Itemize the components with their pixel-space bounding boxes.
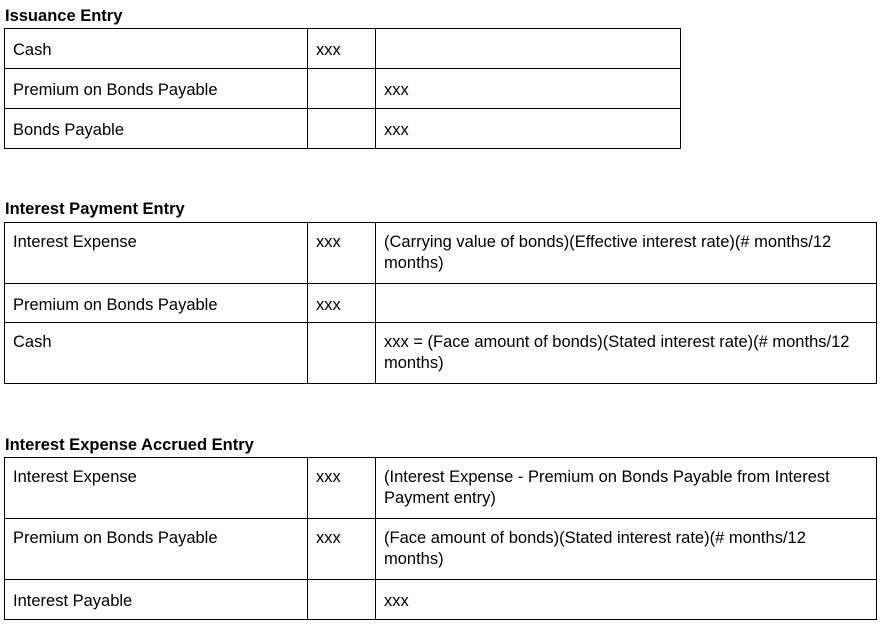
table-row xyxy=(5,458,877,519)
credit-cell: xxx = (Face amount of bonds)(Stated interest rate)(# months/12 months) xyxy=(376,323,877,384)
debit-cell xyxy=(308,580,376,620)
interest-payment-entry-title: Interest Payment Entry xyxy=(5,200,185,218)
interest-payment-entry-table xyxy=(4,222,877,384)
account-cell: Premium on Bonds Payable xyxy=(5,284,308,323)
table-row xyxy=(5,580,877,620)
debit-cell: xxx xyxy=(308,458,376,519)
credit-cell xyxy=(376,29,681,69)
table-row xyxy=(5,323,877,384)
table-row xyxy=(5,284,877,323)
debit-cell xyxy=(308,323,376,384)
credit-cell: xxx xyxy=(376,69,681,109)
table-row xyxy=(5,29,681,69)
credit-cell: (Interest Expense - Premium on Bonds Payable from Interest Payment entry) xyxy=(376,458,877,519)
debit-cell: xxx xyxy=(308,223,376,284)
debit-cell: xxx xyxy=(308,284,376,323)
table-row xyxy=(5,519,877,580)
issuance-entry-title: Issuance Entry xyxy=(5,7,123,25)
account-cell: Interest Payable xyxy=(5,580,308,620)
account-cell: Bonds Payable xyxy=(5,109,308,149)
credit-cell xyxy=(376,284,877,323)
issuance-entry-table xyxy=(4,28,681,149)
interest-expense-accrued-entry-table xyxy=(4,457,877,620)
debit-cell: xxx xyxy=(308,29,376,69)
table-row xyxy=(5,69,681,109)
table-row xyxy=(5,223,877,284)
credit-cell: xxx xyxy=(376,109,681,149)
account-cell: Premium on Bonds Payable xyxy=(5,519,308,580)
interest-expense-accrued-entry-title: Interest Expense Accrued Entry xyxy=(5,436,254,454)
table-row xyxy=(5,109,681,149)
credit-cell: (Carrying value of bonds)(Effective interest rate)(# months/12 months) xyxy=(376,223,877,284)
debit-cell xyxy=(308,69,376,109)
debit-cell xyxy=(308,109,376,149)
account-cell: Cash xyxy=(5,323,308,384)
account-cell: Interest Expense xyxy=(5,458,308,519)
account-cell: Premium on Bonds Payable xyxy=(5,69,308,109)
account-cell: Cash xyxy=(5,29,308,69)
credit-cell: xxx xyxy=(376,580,877,620)
credit-cell: (Face amount of bonds)(Stated interest rate)(# months/12 months) xyxy=(376,519,877,580)
account-cell: Interest Expense xyxy=(5,223,308,284)
debit-cell: xxx xyxy=(308,519,376,580)
